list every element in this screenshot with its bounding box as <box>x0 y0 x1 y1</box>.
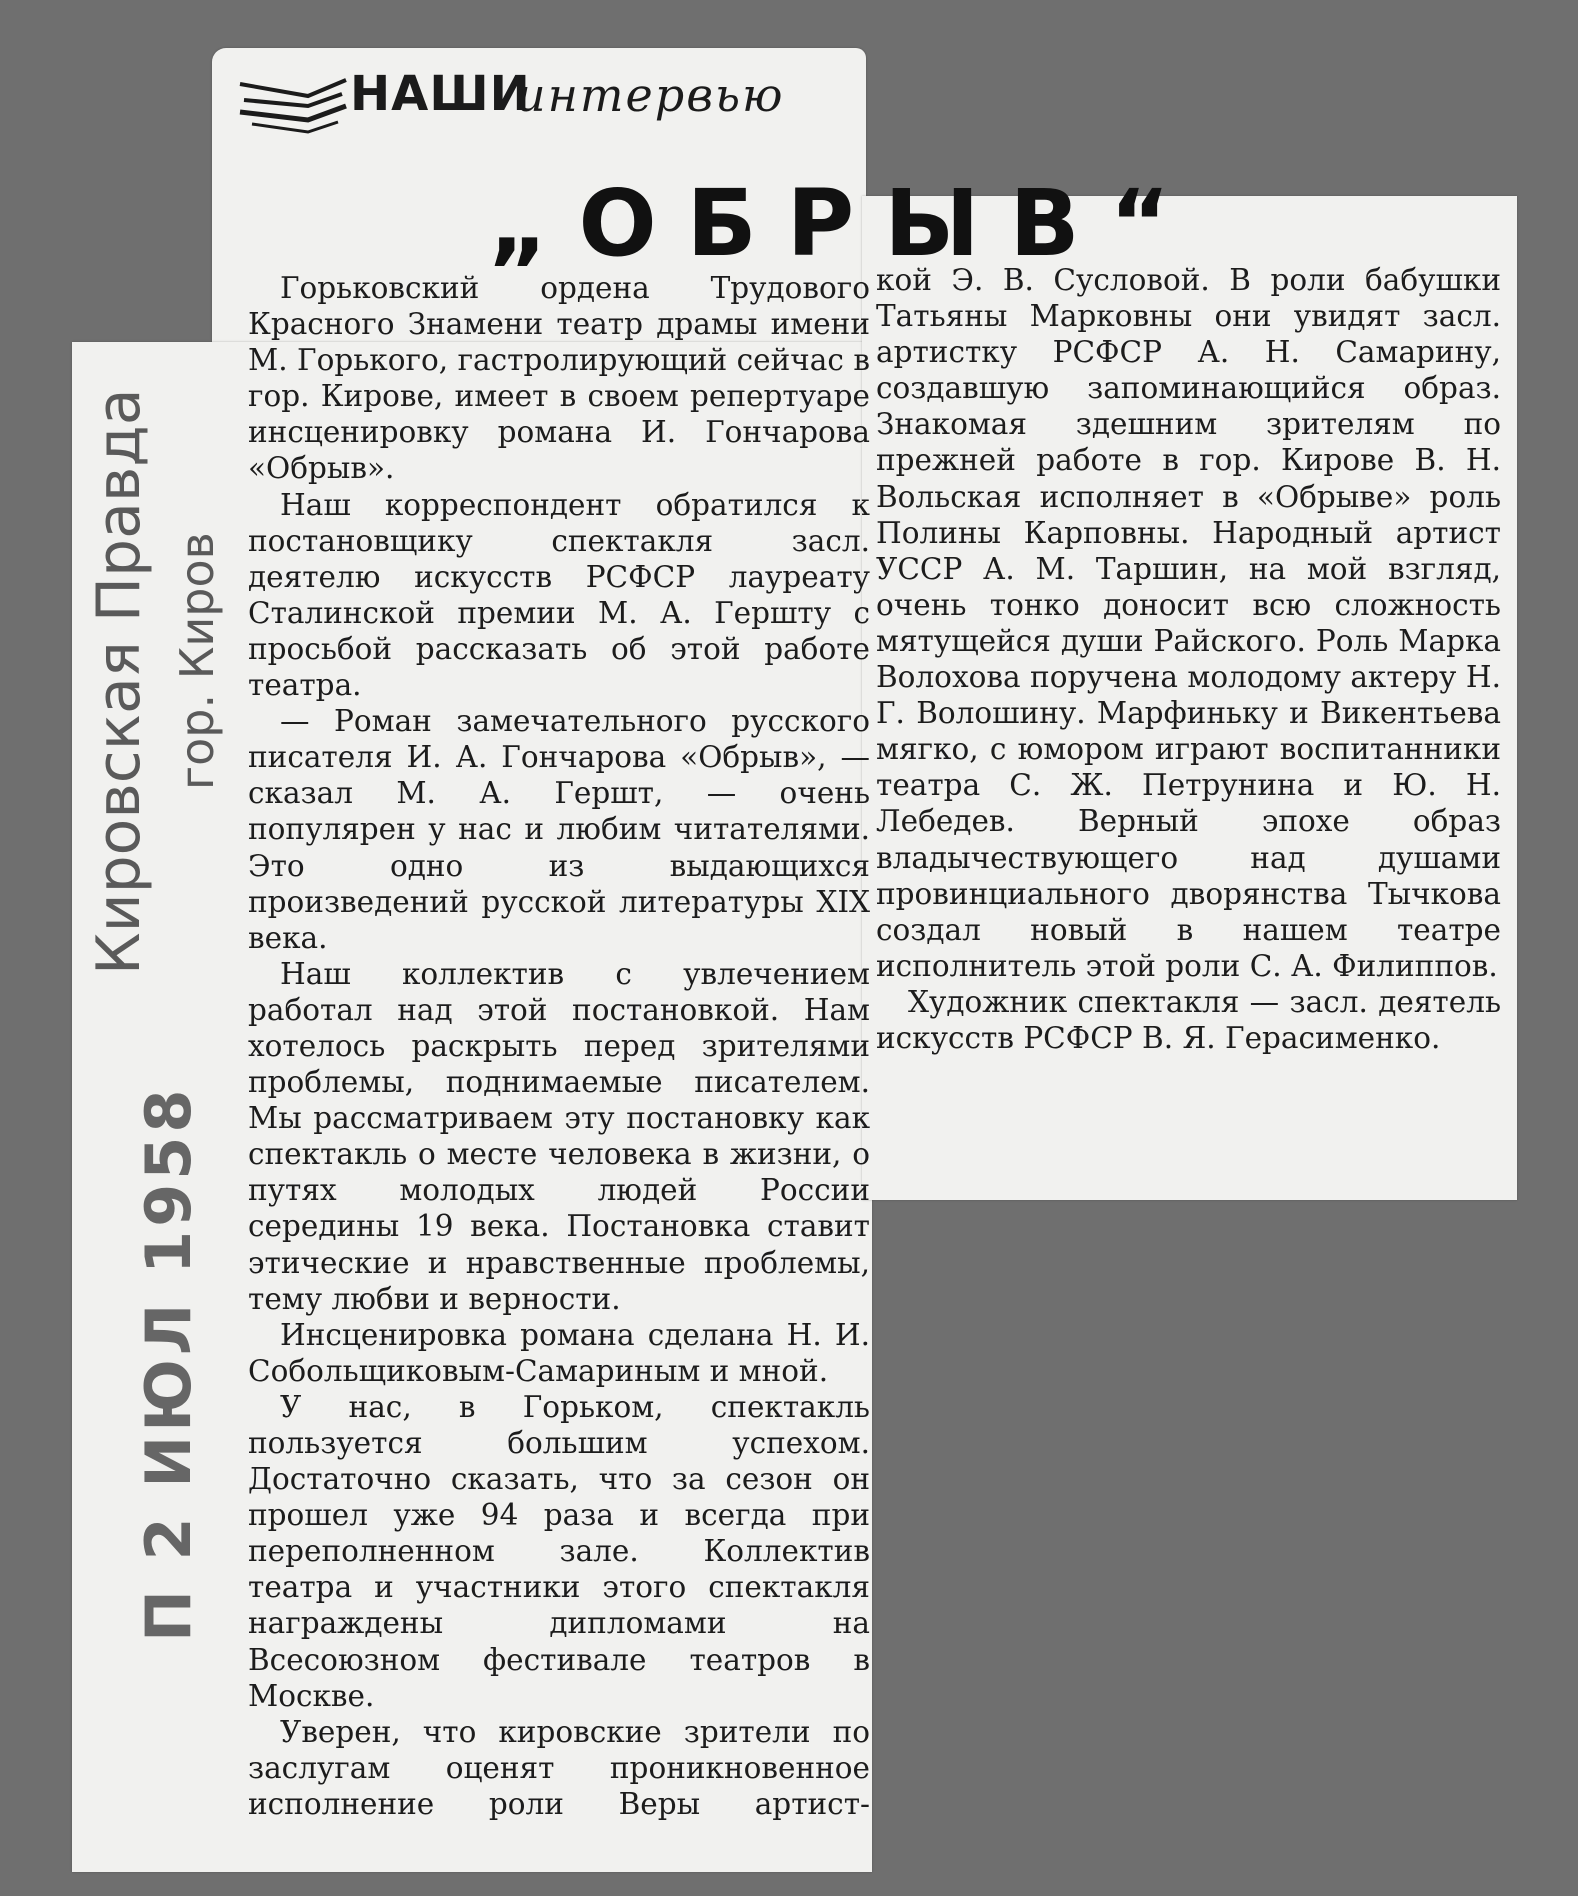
rubric-caps: НАШИ <box>350 66 531 122</box>
source-newspaper-name: Кировская Правда <box>84 388 154 975</box>
source-city: гор. Киров <box>170 532 224 790</box>
paragraph: Уверен, что кировские зрители по заслугам оценят проникновенное исполнение роли Веры артист- <box>248 1714 870 1821</box>
paragraph: Наш корреспондент обратился к постановщику спектакля засл. деятелю искусств РСФСР лауреату Сталинской премии М. А. Гершту с просьбой рассказать об этой работе театра. <box>248 487 870 703</box>
paragraph: Горьковский ордена Трудового Красного Знамени театр драмы имени М. Горького, гастролирующий сейчас в гор. Кирове, имеет в своем репертуаре инсценировку романа И. Гончарова «Обрыв». <box>248 271 870 486</box>
headline: „ОБРЫВ“ <box>488 170 1201 277</box>
date-stamp: П 2 ИЮЛ 1958 <box>132 1085 205 1642</box>
paragraph: — Роман замечательного русского писателя И. А. Гончарова «Обрыв», — сказал М. А. Гершт, — очень популярен у нас и любим читателями. Это одно из выдающихся произведений русской литературы XIX века. <box>248 704 870 955</box>
paragraph: У нас, в Горьком, спектакль пользуется большим успехом. Достаточно сказать, что за сезон он прошел уже 94 раза и всегда при переполненном зале. Коллектив театра и участники этого спектакля награждены дипломами на Всесоюзном фестивале театров в Москве. <box>248 1389 870 1713</box>
article-column-1 <box>248 270 870 1822</box>
open-book-icon <box>238 76 348 136</box>
paragraph: кой Э. В. Сусловой. В роли бабушки Татьяны Марковны они увидят засл. артистку РСФСР А. Н. Самарину, создавшую запоминающийся образ. Знакомая здешним зрителям по прежней работе в гор. Кирове В. Н. Вольская исполняет в «Обрыве» роль Полины Карповны. Народный артист УССР А. М. Таршин, на мой взгляд, очень тонко доносит всю сложность мятущейся души Райского. Роль Марка Волохова поручена молодому актеру Н. Г. Волошину. Марфиньку и Викентьева мягко, с юмором играют воспитанники театра С. Ж. Петрунина и Ю. Н. Лебедев. Верный эпохе образ владычествующего над душами провинциального дворянства Тычкова создал новый в нашем театре исполнитель этой роли С. А. Филиппов. <box>876 263 1501 983</box>
paragraph: Инсценировка романа сделана Н. И. Собольщиковым-Самариным и мной. <box>248 1317 870 1388</box>
rubric-script: интервью <box>516 68 785 122</box>
paragraph: Наш коллектив с увлечением работал над этой постановкой. Нам хотелось раскрыть перед зрителями проблемы, поднимаемые писателем. Мы рассматриваем эту постановку как спектакль о месте человека в жизни, о путях молодых людей России середины 19 века. Постановка ставит этические и нравственные проблемы, тему любви и верности. <box>248 956 870 1316</box>
paragraph: Художник спектакля — засл. деятель искусств РСФСР В. Я. Герасименко. <box>876 984 1501 1055</box>
rubric-header <box>238 58 858 148</box>
article-column-2 <box>876 262 1501 1056</box>
